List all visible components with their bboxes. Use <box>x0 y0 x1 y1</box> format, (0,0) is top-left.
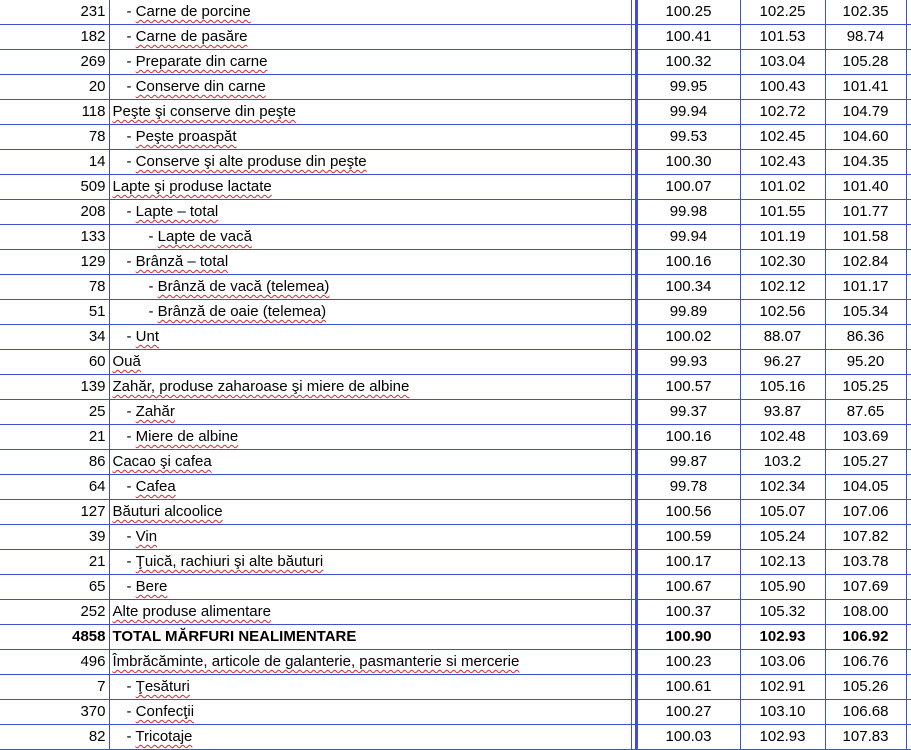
item-name <box>113 550 324 574</box>
index-value-cell-3[interactable]: 104.60 <box>825 125 906 150</box>
index-value-cell-1[interactable]: 100.61 <box>637 675 740 700</box>
index-value-cell-3[interactable]: 103.78 <box>825 550 906 575</box>
indent-dash: - <box>126 578 136 595</box>
item-name-cell[interactable] <box>109 600 631 625</box>
index-value-cell-3[interactable]: 105.26 <box>825 675 906 700</box>
item-name <box>113 250 229 274</box>
index-value-cell-1[interactable]: 100.56 <box>637 500 740 525</box>
table-row <box>0 350 911 375</box>
table-row <box>0 25 911 50</box>
index-value-cell-3[interactable]: 102.84 <box>825 250 906 275</box>
sheet-edge <box>906 75 911 100</box>
item-name <box>113 475 176 499</box>
index-value-cell-2[interactable]: 103.10 <box>740 700 825 725</box>
item-label: Conserve şi alte produse din peşte <box>135 153 367 170</box>
item-name <box>113 275 330 299</box>
index-value-cell-3[interactable]: 87.65 <box>825 400 906 425</box>
indent-dash: - <box>126 203 136 220</box>
item-name-cell[interactable] <box>109 50 631 75</box>
index-value-cell-1[interactable]: 100.90 <box>637 625 740 650</box>
index-value-cell-1[interactable]: 99.93 <box>637 350 740 375</box>
index-value-cell-2[interactable]: 105.07 <box>740 500 825 525</box>
item-label: Carne de porcine <box>135 3 251 20</box>
sheet-edge <box>906 575 911 600</box>
index-value-cell-2[interactable]: 102.72 <box>740 100 825 125</box>
indent-dash: - <box>126 328 136 345</box>
weight-cell[interactable]: 269 <box>0 50 109 75</box>
weight-cell[interactable]: 21 <box>0 550 109 575</box>
table-row <box>0 450 911 475</box>
table-row <box>0 525 911 550</box>
index-value-cell-1[interactable]: 99.53 <box>637 125 740 150</box>
index-value-cell-2[interactable]: 102.56 <box>740 300 825 325</box>
index-value-cell-2[interactable]: 101.55 <box>740 200 825 225</box>
indent-dash: - <box>126 528 136 545</box>
table-row <box>0 600 911 625</box>
item-label: Zahăr, produse zaharoase şi miere de albine <box>112 378 410 395</box>
item-name <box>113 675 190 699</box>
indent-dash: - <box>126 153 136 170</box>
weight-cell[interactable]: 78 <box>0 275 109 300</box>
item-name-cell[interactable] <box>109 100 631 125</box>
indent-dash: - <box>148 228 158 245</box>
item-label: Lapte şi produse lactate <box>112 178 272 195</box>
indent-dash: - <box>126 428 136 445</box>
item-name-cell[interactable] <box>109 325 631 350</box>
table-row <box>0 275 911 300</box>
item-name-cell[interactable] <box>109 625 631 650</box>
table-row <box>0 675 911 700</box>
index-value-cell-2[interactable]: 105.32 <box>740 600 825 625</box>
item-name-cell[interactable] <box>109 25 631 50</box>
index-value-cell-3[interactable]: 104.79 <box>825 100 906 125</box>
index-value-cell-2[interactable]: 103.2 <box>740 450 825 475</box>
sheet-edge <box>906 150 911 175</box>
item-label: Preparate din carne <box>135 53 268 70</box>
weight-cell[interactable]: 231 <box>0 0 109 25</box>
sheet-edge <box>906 25 911 50</box>
table-row <box>0 400 911 425</box>
index-value-cell-3[interactable]: 107.83 <box>825 725 906 750</box>
item-name-cell[interactable] <box>109 350 631 375</box>
item-name <box>113 603 271 620</box>
sheet-edge <box>906 650 911 675</box>
item-label: Conserve din carne <box>135 78 266 95</box>
index-value-cell-2[interactable]: 102.12 <box>740 275 825 300</box>
index-value-cell-3[interactable]: 105.27 <box>825 450 906 475</box>
indent-dash: - <box>126 403 136 420</box>
item-name-cell[interactable] <box>109 175 631 200</box>
table-row <box>0 150 911 175</box>
index-value-cell-2[interactable]: 105.16 <box>740 375 825 400</box>
weight-cell[interactable]: 14 <box>0 150 109 175</box>
item-label: Îmbrăcăminte, articole de galanterie, pasmanterie si mercerie <box>112 653 520 670</box>
item-label: Brânză – total <box>135 253 229 270</box>
item-name-cell[interactable] <box>109 425 631 450</box>
item-label: Zahăr <box>135 403 175 420</box>
item-label: Cafea <box>135 478 176 495</box>
item-name <box>113 75 266 99</box>
item-label: Carne de pasăre <box>135 28 248 45</box>
sheet-edge <box>906 100 911 125</box>
item-name-cell[interactable] <box>109 0 631 25</box>
sheet-edge <box>906 350 911 375</box>
table-row <box>0 225 911 250</box>
index-value-cell-1[interactable]: 99.87 <box>637 450 740 475</box>
indent-dash: - <box>126 28 136 45</box>
item-label: Peşte şi conserve din peşte <box>112 103 296 120</box>
item-name-cell[interactable] <box>109 75 631 100</box>
item-name <box>113 300 327 324</box>
table-row <box>0 250 911 275</box>
item-label: Alte produse alimentare <box>112 603 271 620</box>
index-value-cell-3[interactable]: 101.58 <box>825 225 906 250</box>
sheet-edge <box>906 375 911 400</box>
table-row <box>0 550 911 575</box>
index-value-cell-3[interactable]: 106.76 <box>825 650 906 675</box>
item-name <box>113 0 251 24</box>
weight-cell[interactable]: 252 <box>0 600 109 625</box>
sheet-edge <box>906 0 911 25</box>
index-value-cell-1[interactable]: 99.78 <box>637 475 740 500</box>
sheet-edge <box>906 550 911 575</box>
index-value-cell-3[interactable]: 104.05 <box>825 475 906 500</box>
index-value-cell-3[interactable]: 105.25 <box>825 375 906 400</box>
index-value-cell-2[interactable]: 100.43 <box>740 75 825 100</box>
index-value-cell-2[interactable]: 105.90 <box>740 575 825 600</box>
item-label: Peşte proaspăt <box>135 128 237 145</box>
index-value-cell-1[interactable]: 100.25 <box>637 0 740 25</box>
index-value-cell-3[interactable]: 98.74 <box>825 25 906 50</box>
weight-cell[interactable]: 370 <box>0 700 109 725</box>
index-value-cell-3[interactable]: 106.92 <box>825 625 906 650</box>
item-name <box>113 178 272 195</box>
index-value-cell-2[interactable]: 102.34 <box>740 475 825 500</box>
table-row <box>0 575 911 600</box>
weight-cell[interactable]: 182 <box>0 25 109 50</box>
index-value-cell-1[interactable]: 100.02 <box>637 325 740 350</box>
item-name <box>113 628 357 645</box>
item-name-cell[interactable] <box>109 450 631 475</box>
weight-cell[interactable]: 21 <box>0 425 109 450</box>
table-row <box>0 125 911 150</box>
index-value-cell-2[interactable]: 102.13 <box>740 550 825 575</box>
item-name-cell[interactable] <box>109 275 631 300</box>
index-value-cell-3[interactable]: 101.41 <box>825 75 906 100</box>
weight-cell[interactable]: 7 <box>0 675 109 700</box>
table-row <box>0 725 911 750</box>
item-label: Tricotaje <box>135 728 193 745</box>
index-value-cell-2[interactable]: 103.04 <box>740 50 825 75</box>
sheet-edge <box>906 175 911 200</box>
indent-dash: - <box>126 703 136 720</box>
item-name-cell[interactable] <box>109 525 631 550</box>
sheet-edge <box>906 225 911 250</box>
index-value-cell-2[interactable]: 101.53 <box>740 25 825 50</box>
sheet-edge <box>906 700 911 725</box>
item-name-cell[interactable] <box>109 200 631 225</box>
index-value-cell-2[interactable]: 96.27 <box>740 350 825 375</box>
weight-cell[interactable]: 39 <box>0 525 109 550</box>
index-value-cell-3[interactable]: 107.82 <box>825 525 906 550</box>
index-value-cell-3[interactable]: 104.35 <box>825 150 906 175</box>
item-label: Vin <box>135 528 158 545</box>
index-value-cell-1[interactable]: 99.98 <box>637 200 740 225</box>
indent-dash: - <box>126 78 136 95</box>
item-name-cell[interactable] <box>109 700 631 725</box>
weight-cell[interactable]: 127 <box>0 500 109 525</box>
indent-dash: - <box>126 3 136 20</box>
index-value-cell-1[interactable]: 100.17 <box>637 550 740 575</box>
item-name <box>113 225 252 249</box>
index-value-cell-3[interactable]: 105.28 <box>825 50 906 75</box>
sheet-edge <box>906 300 911 325</box>
sheet-edge <box>906 675 911 700</box>
table-row <box>0 375 911 400</box>
item-name <box>113 200 219 224</box>
item-name <box>113 425 239 449</box>
index-value-cell-1[interactable]: 100.34 <box>637 275 740 300</box>
index-value-cell-2[interactable]: 101.02 <box>740 175 825 200</box>
item-label: Brânză de vacă (telemea) <box>157 278 330 295</box>
index-value-cell-1[interactable]: 100.32 <box>637 50 740 75</box>
item-name-cell[interactable] <box>109 250 631 275</box>
indent-dash: - <box>126 553 136 570</box>
item-name-cell[interactable] <box>109 550 631 575</box>
weight-cell[interactable]: 51 <box>0 300 109 325</box>
index-value-cell-2[interactable]: 102.43 <box>740 150 825 175</box>
item-label: Cacao şi cafea <box>112 453 212 470</box>
item-label: Ţuică, rachiuri şi alte băuturi <box>135 553 324 570</box>
item-label: Ţesături <box>135 678 190 695</box>
item-name <box>113 700 195 724</box>
table-row <box>0 175 911 200</box>
weight-cell[interactable]: 25 <box>0 400 109 425</box>
index-value-cell-1[interactable]: 100.30 <box>637 150 740 175</box>
index-value-cell-3[interactable]: 108.00 <box>825 600 906 625</box>
index-value-cell-1[interactable]: 100.57 <box>637 375 740 400</box>
table-row <box>0 75 911 100</box>
item-name-cell[interactable] <box>109 725 631 750</box>
table-row <box>0 100 911 125</box>
indent-dash: - <box>126 478 136 495</box>
item-name <box>113 575 168 599</box>
index-value-cell-3[interactable]: 107.06 <box>825 500 906 525</box>
table-row <box>0 500 911 525</box>
indent-dash: - <box>126 128 136 145</box>
item-name <box>113 503 223 520</box>
item-label: Ouă <box>112 353 141 370</box>
sheet-edge <box>906 600 911 625</box>
sheet-edge <box>906 125 911 150</box>
item-name-cell[interactable] <box>109 675 631 700</box>
weight-cell[interactable]: 133 <box>0 225 109 250</box>
item-name <box>113 378 410 395</box>
weight-cell[interactable]: 129 <box>0 250 109 275</box>
item-name-cell[interactable] <box>109 125 631 150</box>
indent-dash: - <box>126 253 136 270</box>
item-label: Lapte – total <box>135 203 219 220</box>
item-name <box>113 25 248 49</box>
weight-cell[interactable]: 64 <box>0 475 109 500</box>
weight-cell[interactable]: 60 <box>0 350 109 375</box>
index-value-cell-2[interactable]: 102.93 <box>740 725 825 750</box>
index-value-cell-3[interactable]: 106.68 <box>825 700 906 725</box>
item-name-cell[interactable] <box>109 500 631 525</box>
indent-dash: - <box>126 53 136 70</box>
item-label: Confecţii <box>135 703 195 720</box>
weight-cell[interactable]: 65 <box>0 575 109 600</box>
weight-cell[interactable]: 86 <box>0 450 109 475</box>
item-name <box>113 50 268 74</box>
table-row <box>0 50 911 75</box>
item-name <box>113 103 296 120</box>
table-row <box>0 200 911 225</box>
index-value-cell-1[interactable]: 100.16 <box>637 425 740 450</box>
item-name <box>113 653 520 670</box>
sheet-edge <box>906 500 911 525</box>
item-name <box>113 125 237 149</box>
item-name-cell[interactable] <box>109 575 631 600</box>
item-label: Băuturi alcoolice <box>112 503 223 520</box>
sheet-edge <box>906 525 911 550</box>
index-value-cell-1[interactable]: 100.59 <box>637 525 740 550</box>
weight-cell[interactable]: 34 <box>0 325 109 350</box>
item-label: Brânză de oaie (telemea) <box>157 303 327 320</box>
index-value-cell-1[interactable]: 100.07 <box>637 175 740 200</box>
weight-cell[interactable]: 208 <box>0 200 109 225</box>
weight-cell[interactable]: 78 <box>0 125 109 150</box>
index-value-cell-1[interactable]: 99.95 <box>637 75 740 100</box>
item-name <box>113 150 367 174</box>
index-value-cell-2[interactable]: 102.25 <box>740 0 825 25</box>
item-name <box>113 725 193 749</box>
index-value-cell-2[interactable]: 102.45 <box>740 125 825 150</box>
weight-cell[interactable]: 118 <box>0 100 109 125</box>
sheet-edge <box>906 475 911 500</box>
table-row <box>0 650 911 675</box>
weight-cell[interactable]: 496 <box>0 650 109 675</box>
item-name <box>113 325 160 349</box>
index-value-cell-2[interactable]: 102.93 <box>740 625 825 650</box>
weight-cell[interactable]: 20 <box>0 75 109 100</box>
sheet-edge <box>906 250 911 275</box>
item-name-cell[interactable] <box>109 150 631 175</box>
index-value-cell-3[interactable]: 86.36 <box>825 325 906 350</box>
table-row <box>0 425 911 450</box>
index-value-cell-2[interactable]: 101.19 <box>740 225 825 250</box>
index-value-cell-1[interactable]: 99.37 <box>637 400 740 425</box>
weight-cell[interactable]: 4858 <box>0 625 109 650</box>
item-name-cell[interactable] <box>109 225 631 250</box>
index-value-cell-1[interactable]: 100.03 <box>637 725 740 750</box>
index-value-cell-1[interactable]: 100.41 <box>637 25 740 50</box>
item-name <box>113 400 175 424</box>
index-value-cell-1[interactable]: 100.27 <box>637 700 740 725</box>
sheet-edge <box>906 50 911 75</box>
index-value-cell-1[interactable]: 99.89 <box>637 300 740 325</box>
item-name <box>113 525 158 549</box>
sheet-edge <box>906 200 911 225</box>
weight-cell[interactable]: 509 <box>0 175 109 200</box>
index-value-cell-2[interactable]: 93.87 <box>740 400 825 425</box>
item-name-cell[interactable] <box>109 375 631 400</box>
sheet-edge <box>906 425 911 450</box>
table-row <box>0 325 911 350</box>
index-value-cell-1[interactable]: 99.94 <box>637 100 740 125</box>
sheet-edge <box>906 450 911 475</box>
index-value-cell-1[interactable]: 100.16 <box>637 250 740 275</box>
weight-cell[interactable]: 139 <box>0 375 109 400</box>
item-name <box>113 453 212 470</box>
index-value-cell-3[interactable]: 103.69 <box>825 425 906 450</box>
indent-dash: - <box>148 278 158 295</box>
table-row <box>0 475 911 500</box>
item-name <box>113 353 141 370</box>
indent-dash: - <box>126 678 136 695</box>
index-value-cell-3[interactable]: 102.35 <box>825 0 906 25</box>
item-label: Unt <box>135 328 160 345</box>
item-name-cell[interactable] <box>109 300 631 325</box>
item-label: Bere <box>135 578 168 595</box>
weight-cell[interactable]: 82 <box>0 725 109 750</box>
sheet-edge <box>906 275 911 300</box>
index-value-cell-1[interactable]: 99.94 <box>637 225 740 250</box>
sheet-edge <box>906 325 911 350</box>
index-value-cell-3[interactable]: 101.77 <box>825 200 906 225</box>
index-value-cell-3[interactable]: 105.34 <box>825 300 906 325</box>
index-value-cell-2[interactable]: 103.06 <box>740 650 825 675</box>
item-label: Miere de albine <box>135 428 239 445</box>
sheet-edge <box>906 725 911 750</box>
sheet-edge <box>906 625 911 650</box>
item-label: TOTAL MĂRFURI NEALIMENTARE <box>112 628 357 645</box>
index-value-cell-2[interactable]: 102.48 <box>740 425 825 450</box>
indent-dash: - <box>126 728 136 745</box>
table-row <box>0 0 911 25</box>
index-value-cell-1[interactable]: 100.67 <box>637 575 740 600</box>
sheet-edge <box>906 400 911 425</box>
index-value-cell-1[interactable]: 100.37 <box>637 600 740 625</box>
index-value-cell-2[interactable]: 102.30 <box>740 250 825 275</box>
item-name-cell[interactable] <box>109 475 631 500</box>
item-name-cell[interactable] <box>109 650 631 675</box>
table-row <box>0 625 911 650</box>
item-name-cell[interactable] <box>109 400 631 425</box>
index-value-cell-2[interactable]: 102.91 <box>740 675 825 700</box>
table-row <box>0 700 911 725</box>
table-row <box>0 300 911 325</box>
item-label: Lapte de vacă <box>157 228 252 245</box>
index-value-cell-3[interactable]: 95.20 <box>825 350 906 375</box>
index-value-cell-3[interactable]: 101.40 <box>825 175 906 200</box>
index-value-cell-3[interactable]: 107.69 <box>825 575 906 600</box>
indent-dash: - <box>148 303 158 320</box>
index-value-cell-2[interactable]: 105.24 <box>740 525 825 550</box>
index-value-cell-1[interactable]: 100.23 <box>637 650 740 675</box>
index-value-cell-2[interactable]: 88.07 <box>740 325 825 350</box>
index-value-cell-3[interactable]: 101.17 <box>825 275 906 300</box>
